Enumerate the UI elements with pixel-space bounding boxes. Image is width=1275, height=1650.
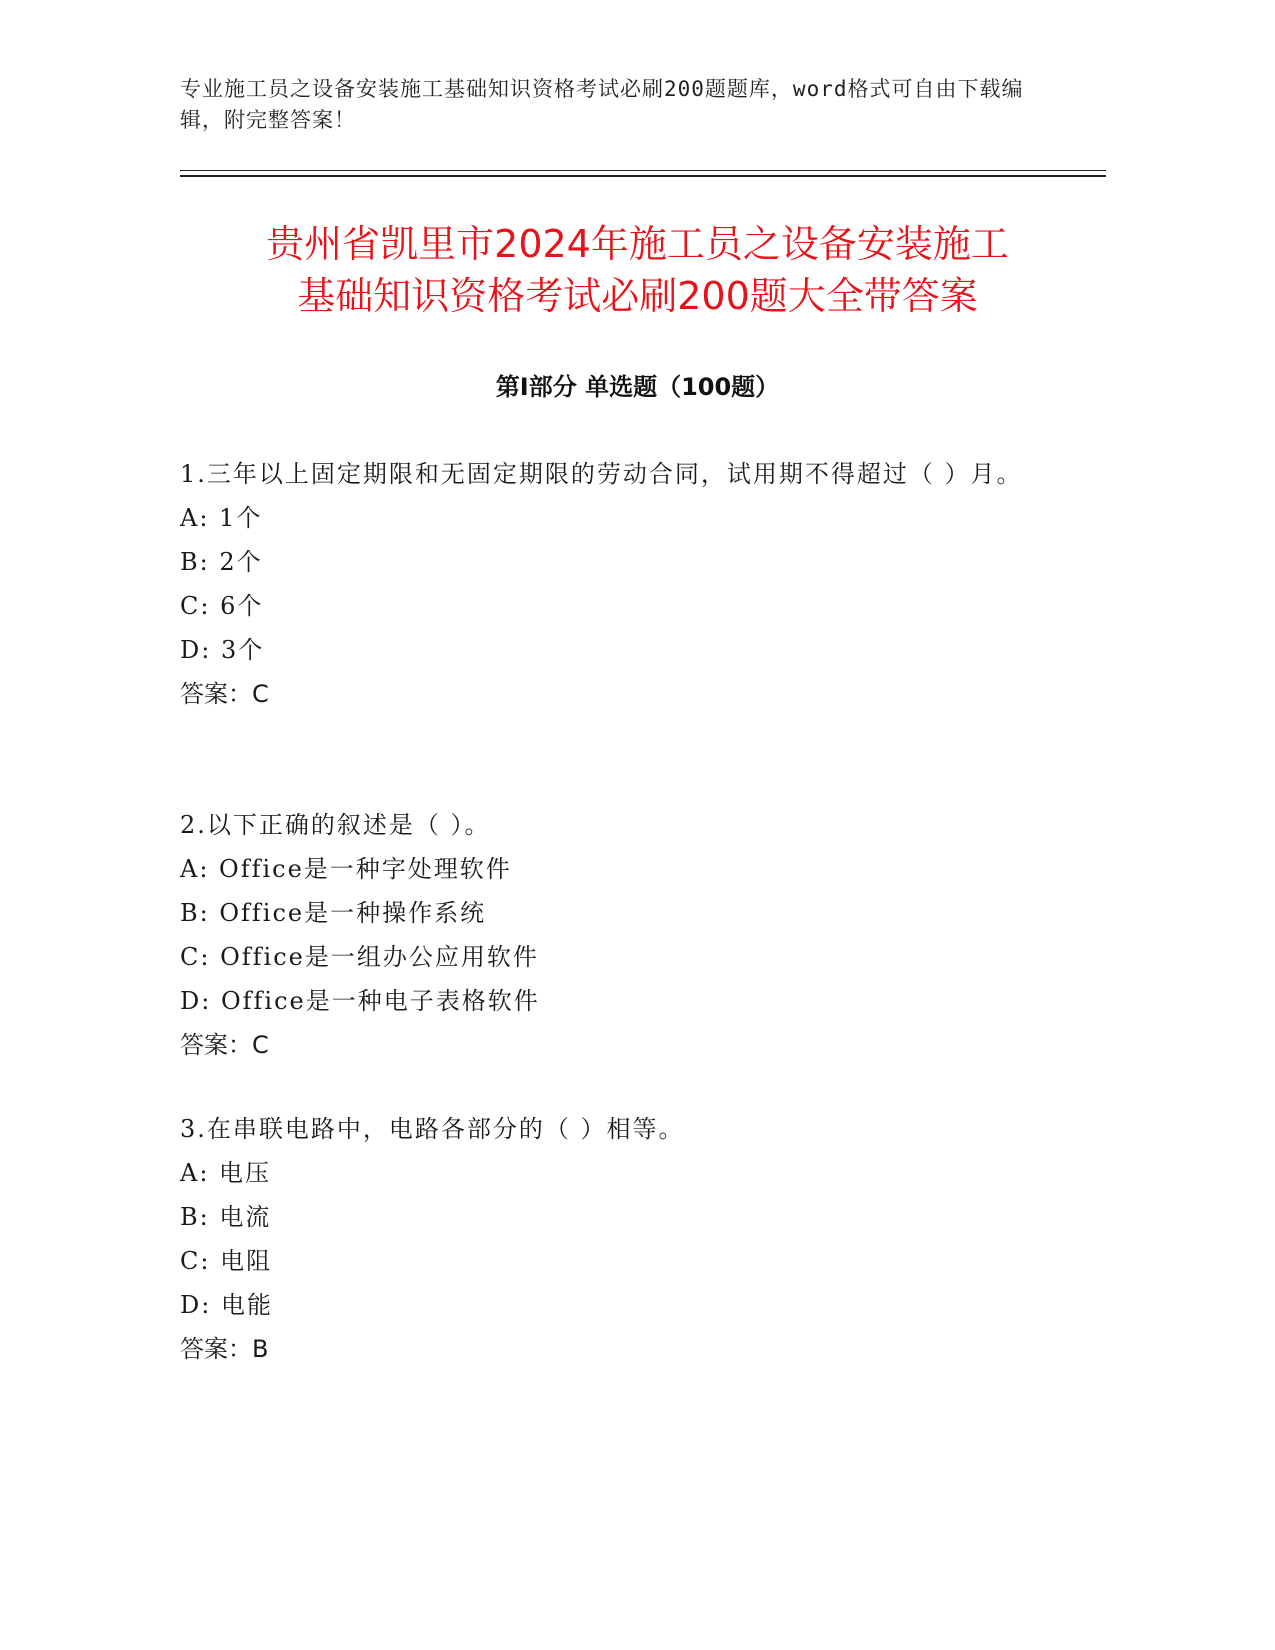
document-title [150, 218, 1125, 322]
option-d: D: 3个 [180, 636, 265, 664]
question-3 [180, 1107, 1060, 1371]
question-1 [180, 452, 1060, 716]
option-b: B: Office是一种操作系统 [180, 899, 487, 927]
option-d: D: 电能 [180, 1291, 273, 1319]
section-title: 第Ⅰ部分 单选题（100题） [495, 373, 780, 401]
option-a: A: 电压 [180, 1159, 272, 1187]
option-c: C: 电阻 [180, 1247, 273, 1275]
header-note: 专业施工员之设备安装施工基础知识资格考试必刷200题题库，word格式可自由下载编辑，附完整答案！ [180, 77, 1024, 132]
question-stem: 2.以下正确的叙述是（ ）。 [180, 811, 491, 839]
option-b: B: 电流 [180, 1203, 272, 1231]
document-title-line2: 基础知识资格考试必刷200题大全带答案 [297, 274, 978, 318]
question-stem: 3.在串联电路中，电路各部分的（ ）相等。 [180, 1115, 685, 1143]
document-title-line1: 贵州省凯里市2024年施工员之设备安装施工 [266, 222, 1009, 266]
option-a: A: 1个 [180, 504, 263, 532]
answer: 答案：C [180, 1031, 269, 1059]
header-divider-thick [180, 175, 1106, 177]
question-stem: 1.三年以上固定期限和无固定期限的劳动合同，试用期不得超过（ ）月。 [180, 460, 1023, 488]
option-d: D: Office是一种电子表格软件 [180, 987, 540, 1015]
option-c: C: 6个 [180, 592, 264, 620]
option-a: A: Office是一种字处理软件 [180, 855, 512, 883]
answer: 答案：C [180, 680, 269, 708]
answer: 答案：B [180, 1335, 269, 1363]
header-divider-thin [180, 170, 1106, 171]
option-b: B: 2个 [180, 548, 263, 576]
question-2 [180, 803, 1060, 1067]
option-c: C: Office是一组办公应用软件 [180, 943, 539, 971]
